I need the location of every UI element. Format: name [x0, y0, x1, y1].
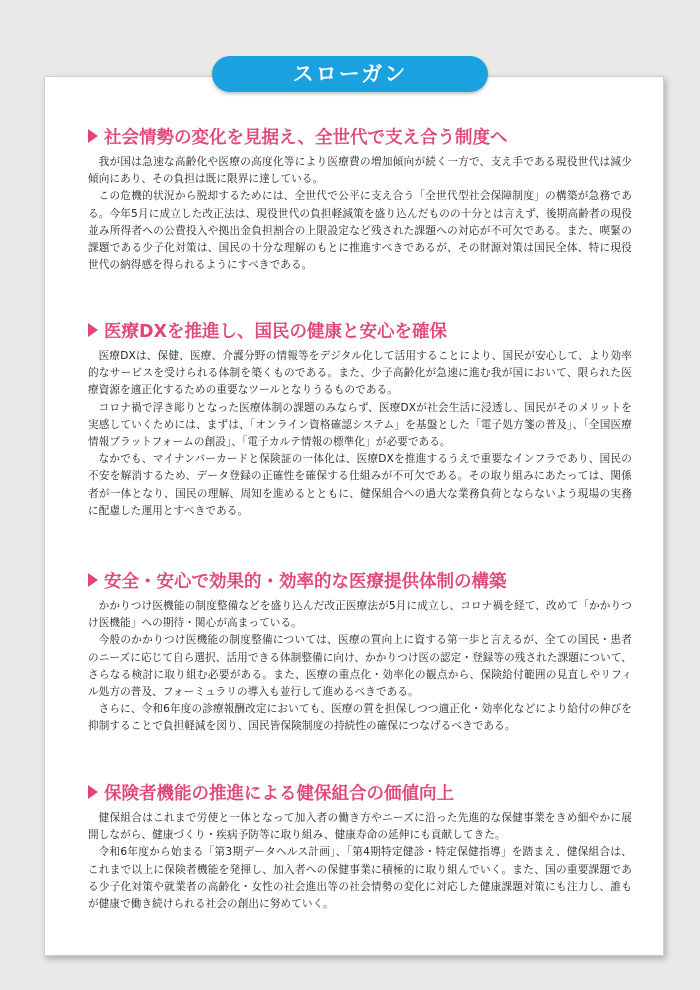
paragraph: 健保組合はこれまで労使と一体となって加入者の働き方やニーズに沿った先進的な保健事業をきめ細やかに展開しながら、健康づくり・疾病予防等に取り組み、健康寿命の延伸にも貢献してきた。: [88, 812, 632, 842]
triangle-bullet-icon: [88, 323, 98, 337]
section-heading-text: 保険者機能の推進による健保組合の価値向上: [104, 783, 454, 804]
section-heading: [88, 316, 632, 344]
section-heading: [88, 566, 632, 594]
paragraph: 今般のかかりつけ医機能の制度整備については、医療の質向上に資する第一歩と言えるが、全ての国民・患者のニーズに応じて自ら選択、活用できる体制整備に向け、かかりつけ医の認定・登録等の残された課題について、さらなる検討に取り組む必要がある。また、医療の重点化・効率化の観点から、保険給付範囲の見直しやリフィル処方の普及、フォーミュラリの導入も並行して進めるべきである。: [88, 634, 632, 699]
section-heading-text: 医療DXを推進し、国民の健康と安心を確保: [104, 321, 448, 342]
section-medical-dx: [88, 316, 632, 520]
section-heading-text: 安全・安心で効果的・効率的な医療提供体制の構築: [104, 571, 507, 592]
paragraph: 医療DXは、保健、医療、介護分野の情報等をデジタル化して活用することにより、国民が安心して、より効率的なサービスを受けられる体制を築くものである。また、少子高齢化が急速に進む我が国において、限られた医療資源を適正化するための重要なツールとなりうるものである。: [88, 350, 632, 397]
paragraph: なかでも、マイナンバーカードと保険証の一体化は、医療DXを推進するうえで重要なインフラであり、国民の不安を解消するため、データ登録の正確性を確保する仕組みが不可欠である。その取り組みにあたっては、関係者が一体となり、国民の理解、周知を進めるとともに、健保組合への過大な業務負荷とならないよう現場の実務に配慮した運用とすべきである。: [88, 453, 632, 517]
paragraph: かかりつけ医機能の制度整備などを盛り込んだ改正医療法が5月に成立し、コロナ禍を経て、改めて「かかりつけ医機能」への期待・関心が高まっている。: [88, 600, 632, 630]
triangle-bullet-icon: [88, 573, 98, 587]
paragraph: 令和6年度から始まる「第3期データヘルス計画」、「第4期特定健診・特定保健指導」を踏まえ、健保組合は、これまで以上に保険者機能を発揮し、加入者への保健事業に積極的に取り組んでいく。また、国の重要課題である少子化対策や就業者の高齢化・女性の社会進出等の社会情勢の変化に対応した健康課題対策にも注力し、誰もが健康で働き続けられる社会の創出に努めていく。: [88, 846, 632, 911]
slogan-banner: スローガン: [212, 56, 488, 92]
section-heading: [88, 122, 632, 150]
section-society: [88, 122, 632, 274]
section-heading-text: 社会情勢の変化を見据え、全世代で支え合う制度へ: [104, 127, 508, 148]
section-heading: [88, 778, 632, 806]
triangle-bullet-icon: [88, 129, 98, 143]
paragraph: さらに、令和6年度の診療報酬改定においても、医療の質を担保しつつ適正化・効率化などにより給付の伸びを抑制することで負担軽減を図り、国民皆保険制度の持続性の確保につなげるべきである。: [88, 703, 632, 733]
paragraph: 我が国は急速な高齢化や医療の高度化等により医療費の増加傾向が続く一方で、支え手である現役世代は減少傾向にあり、その負担は既に限界に達している。: [88, 156, 632, 186]
section-medical-system: [88, 566, 632, 736]
paragraph: この危機的状況から脱却するためには、全世代で公平に支え合う「全世代型社会保障制度」の構築が急務である。今年5月に成立した改正法は、現役世代の負担軽減策を盛り込んだものの十分とは言えず、後期高齢者の現役並み所得者への公費投入や拠出金負担割合の上限設定など残された課題への対応が不可欠である。また、喫緊の課題である少子化対策は、国民の十分な理解のもとに推進すべきであるが、その財源対策は国民全体、特に現役世代の納得感を得られるようにすべきである。: [88, 190, 632, 272]
section-insurer-function: [88, 778, 632, 913]
triangle-bullet-icon: [88, 785, 98, 799]
paragraph: コロナ禍で浮き彫りとなった医療体制の課題のみならず、医療DXが社会生活に浸透し、国民がそのメリットを実感していくためには、まずは、「オンライン資格確認システム」を基盤とした「電子処方箋の普及」、「全国医療情報プラットフォームの創設」、「電子カルテ情報の標準化」が必要である。: [88, 401, 632, 449]
